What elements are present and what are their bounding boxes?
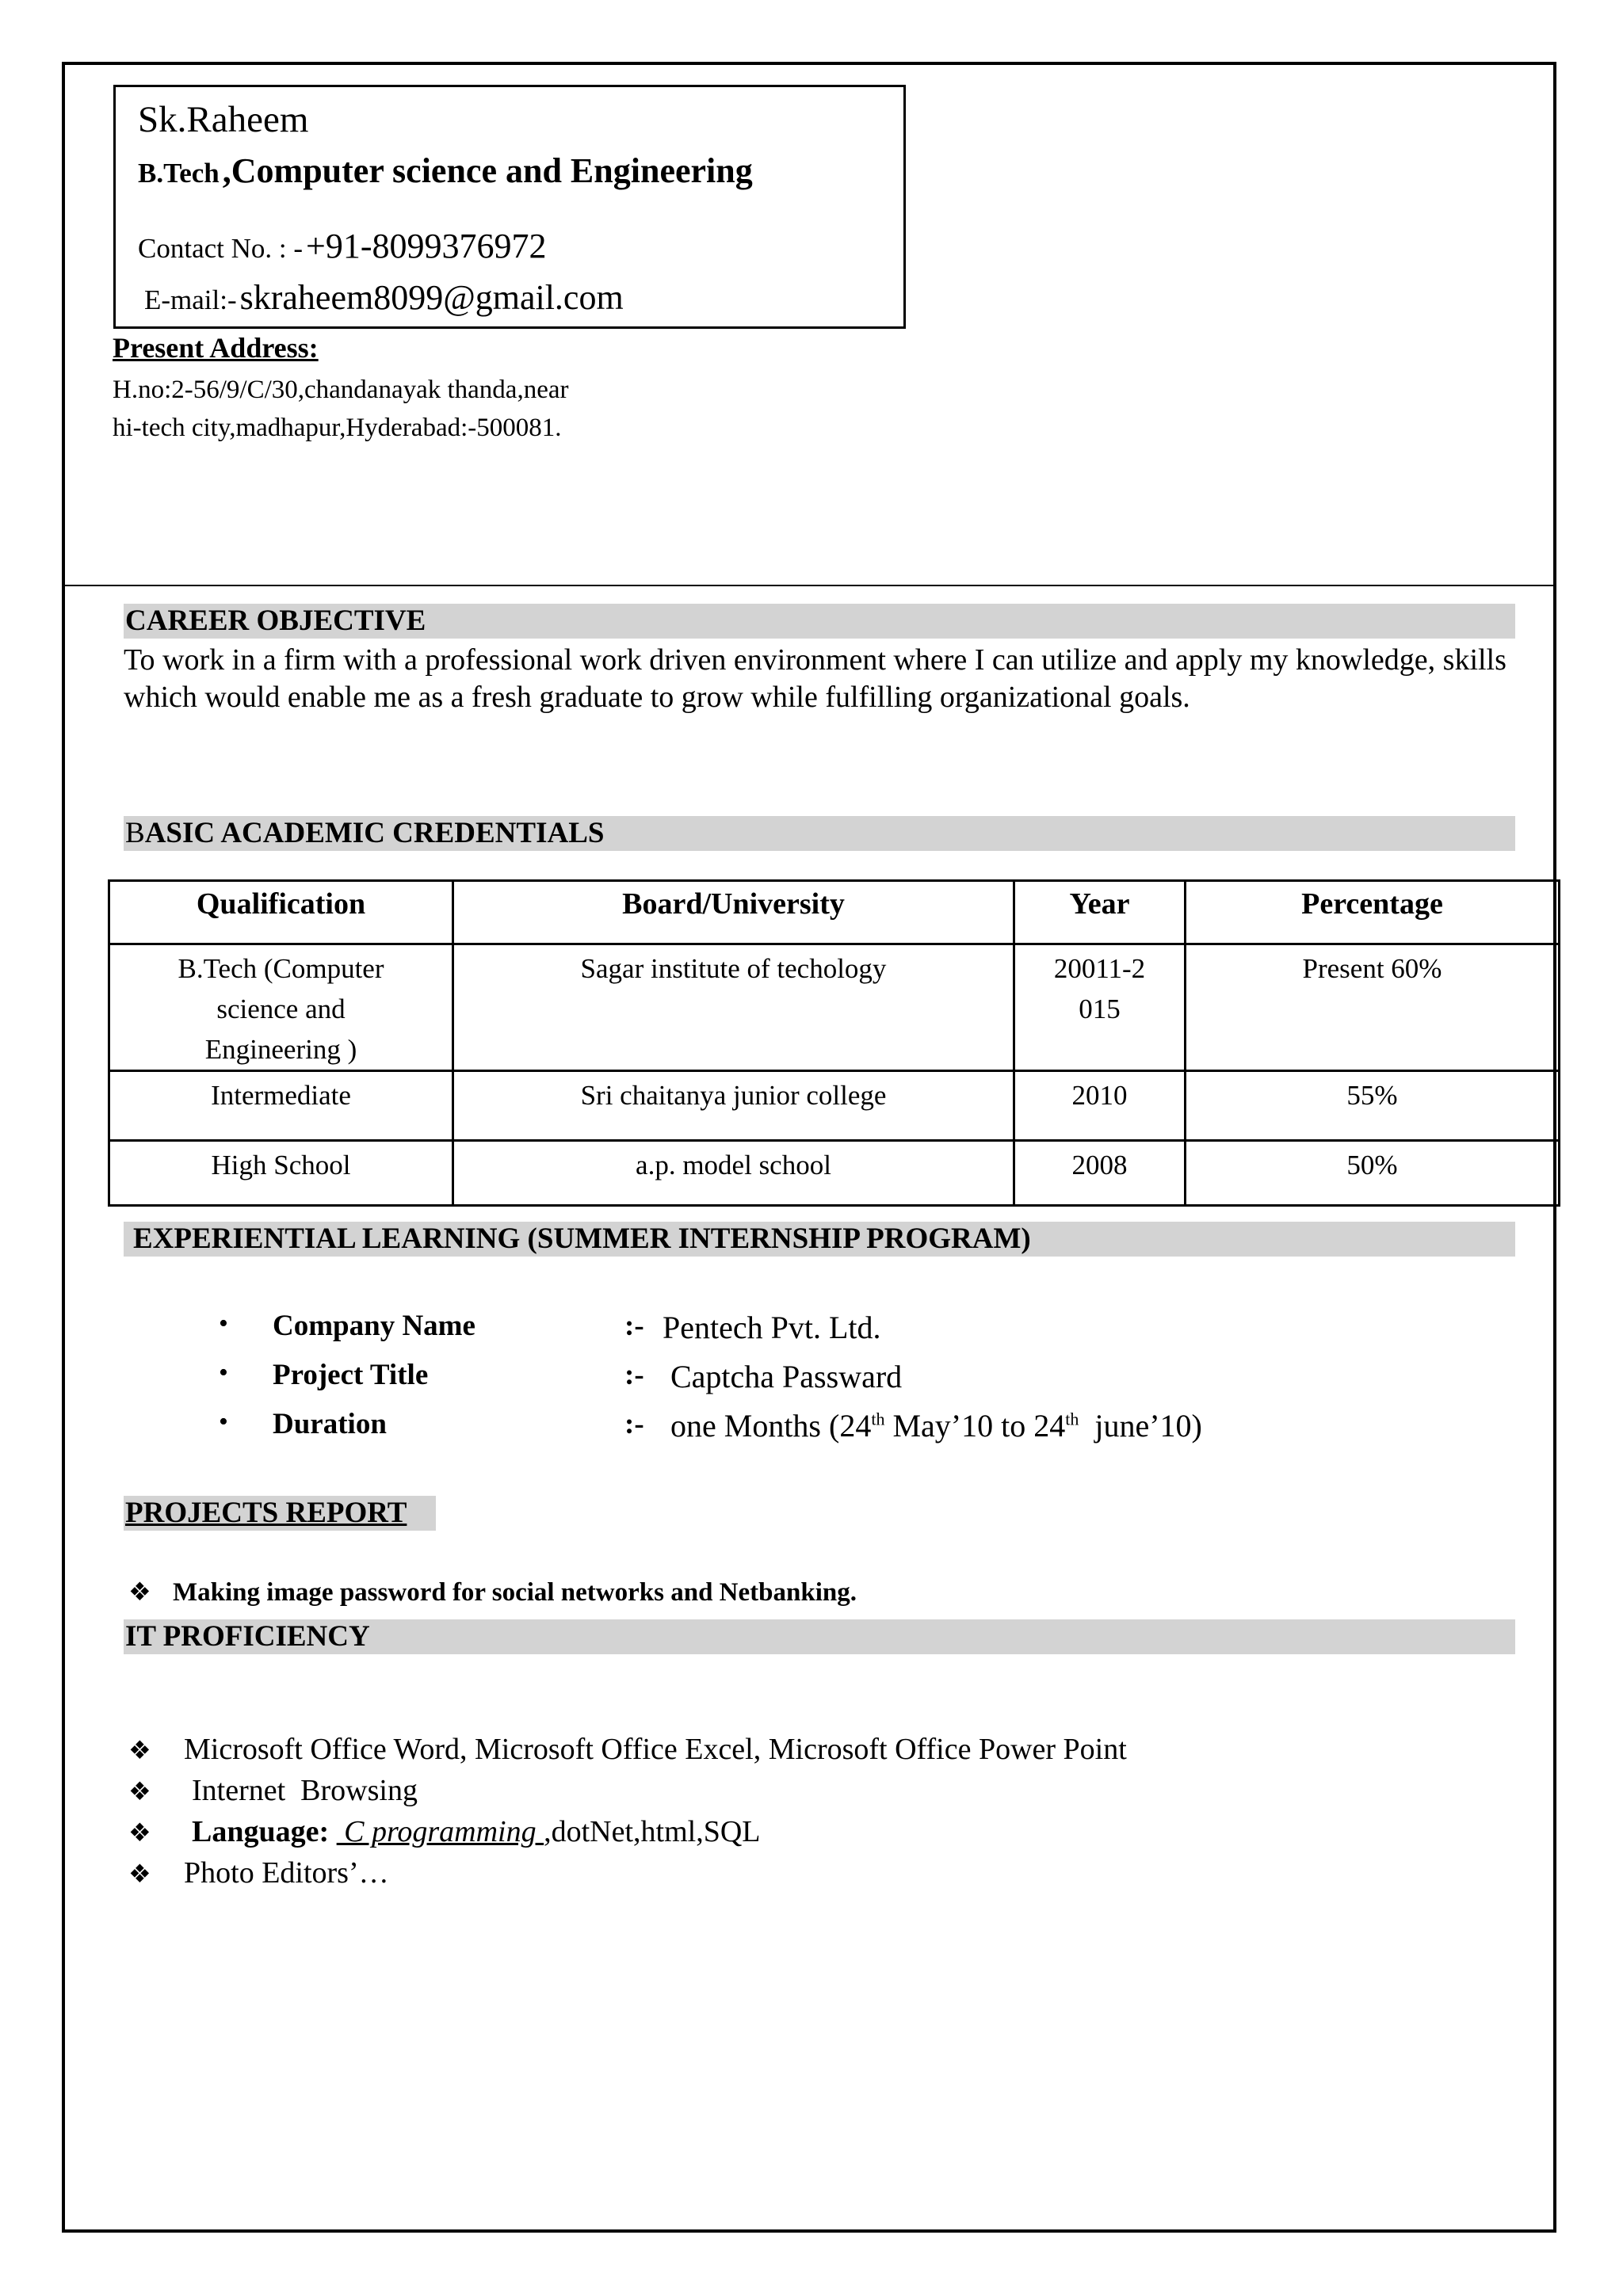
- cell-percentage: Present 60%: [1186, 944, 1560, 1071]
- degree-line: [138, 151, 753, 191]
- cell-year: [1014, 944, 1186, 1071]
- email-address: skraheem8099@gmail.com: [239, 278, 624, 317]
- cell-year-text: 20011-2015: [1053, 953, 1146, 1024]
- address-line-2: hi-tech city,madhapur,Hyderabad:-500081.: [113, 414, 562, 442]
- internship-separator: :-: [624, 1310, 644, 1342]
- language-line: [184, 1814, 761, 1849]
- academic-heading-rest: ASIC ACADEMIC CREDENTIALS: [144, 817, 605, 849]
- cell-percentage: 50%: [1186, 1141, 1560, 1206]
- internship-value: Captcha Passward: [670, 1359, 903, 1394]
- column-header-year: Year: [1014, 881, 1186, 944]
- address-heading: Present Address:: [113, 332, 319, 364]
- it-item: [128, 1732, 1127, 1767]
- diamond-bullet-icon: ❖: [128, 1859, 151, 1888]
- language-rest: ,dotNet,html,SQL: [544, 1815, 761, 1848]
- cell-board: a.p. model school: [453, 1141, 1014, 1206]
- projects-heading: PROJECTS REPORT: [125, 1497, 407, 1529]
- address-line-1: H.no:2-56/9/C/30,chandanayak thanda,near: [113, 376, 569, 404]
- email-line: [144, 277, 624, 318]
- duration-part: May’10 to 24: [884, 1408, 1066, 1444]
- objective-text: To work in a firm with a professional work driven environment where I can utilize and apply my knowledge, skills which would enable me as a fresh graduate to grow while fulfilling organizational goals.: [124, 643, 1507, 714]
- cell-percentage: 55%: [1186, 1071, 1560, 1141]
- diamond-bullet-icon: ❖: [128, 1777, 151, 1806]
- column-header-board: Board/University: [453, 881, 1014, 944]
- cell-qualification-text: B.Tech (Computer science and Engineering ): [178, 953, 384, 1065]
- internship-label: Project Title: [273, 1359, 429, 1391]
- contact-label: Contact No. : -: [138, 233, 304, 264]
- objective-heading: CAREER OBJECTIVE: [125, 605, 426, 637]
- diamond-bullet-icon: ❖: [128, 1577, 151, 1606]
- diamond-bullet-icon: ❖: [128, 1818, 151, 1847]
- email-label: E-mail:-: [144, 284, 237, 315]
- column-header-percentage: Percentage: [1186, 881, 1560, 944]
- it-item: [128, 1773, 418, 1808]
- duration-part: june’10): [1079, 1408, 1202, 1444]
- it-heading: IT PROFICIENCY: [125, 1620, 370, 1653]
- internship-label: Company Name: [273, 1310, 475, 1342]
- header-box: [113, 85, 906, 329]
- bullet-icon: •: [219, 1309, 228, 1338]
- it-item-text: Photo Editors’…: [184, 1856, 389, 1890]
- cell-board: Sri chaitanya junior college: [453, 1071, 1014, 1141]
- degree-short: B.Tech: [138, 158, 220, 189]
- internship-label: Duration: [273, 1408, 387, 1440]
- cell-qualification: [109, 944, 453, 1071]
- duration-part: one Months (24: [670, 1408, 872, 1444]
- internship-value: [670, 1407, 1202, 1444]
- it-item-text: Internet Browsing: [192, 1774, 418, 1807]
- internship-separator: :-: [624, 1408, 644, 1440]
- table-header-row: [109, 881, 1560, 944]
- table-row: [109, 1141, 1560, 1206]
- duration-suffix: th: [871, 1409, 885, 1429]
- it-item: [128, 1855, 389, 1890]
- duration-suffix: th: [1065, 1409, 1079, 1429]
- cell-qualification: High School: [109, 1141, 453, 1206]
- cell-year: 2010: [1014, 1071, 1186, 1141]
- academic-table: [108, 879, 1560, 1207]
- contact-number: +91-8099376972: [306, 227, 547, 265]
- bullet-icon: •: [219, 1358, 228, 1387]
- academic-heading-initial: B: [125, 817, 145, 849]
- language-c-programming: C programming: [336, 1815, 544, 1848]
- candidate-name: Sk.Raheem: [138, 99, 309, 140]
- internship-separator: :-: [624, 1359, 644, 1391]
- degree-long: ,Computer science and Engineering: [222, 151, 753, 190]
- table-row: [109, 944, 1560, 1071]
- cell-qualification: Intermediate: [109, 1071, 453, 1141]
- internship-heading: EXPERIENTIAL LEARNING (SUMMER INTERNSHIP PROGRAM): [133, 1222, 1031, 1255]
- it-item: [128, 1814, 761, 1849]
- it-item-text: Microsoft Office Word, Microsoft Office Excel, Microsoft Office Power Point: [184, 1733, 1127, 1766]
- bullet-icon: •: [219, 1407, 228, 1436]
- table-row: [109, 1071, 1560, 1141]
- cell-year: 2008: [1014, 1141, 1186, 1206]
- language-label: Language:: [192, 1815, 330, 1848]
- cell-board: Sagar institute of techology: [453, 944, 1014, 1071]
- internship-value: Pentech Pvt. Ltd.: [663, 1310, 881, 1345]
- diamond-bullet-icon: ❖: [128, 1736, 151, 1764]
- project-text: Making image password for social networks and Netbanking.: [173, 1578, 857, 1607]
- academic-heading: [125, 816, 604, 851]
- contact-line: [138, 226, 547, 266]
- column-header-qualification: Qualification: [109, 881, 453, 944]
- project-item: [128, 1577, 857, 1608]
- section-divider: [65, 585, 1556, 586]
